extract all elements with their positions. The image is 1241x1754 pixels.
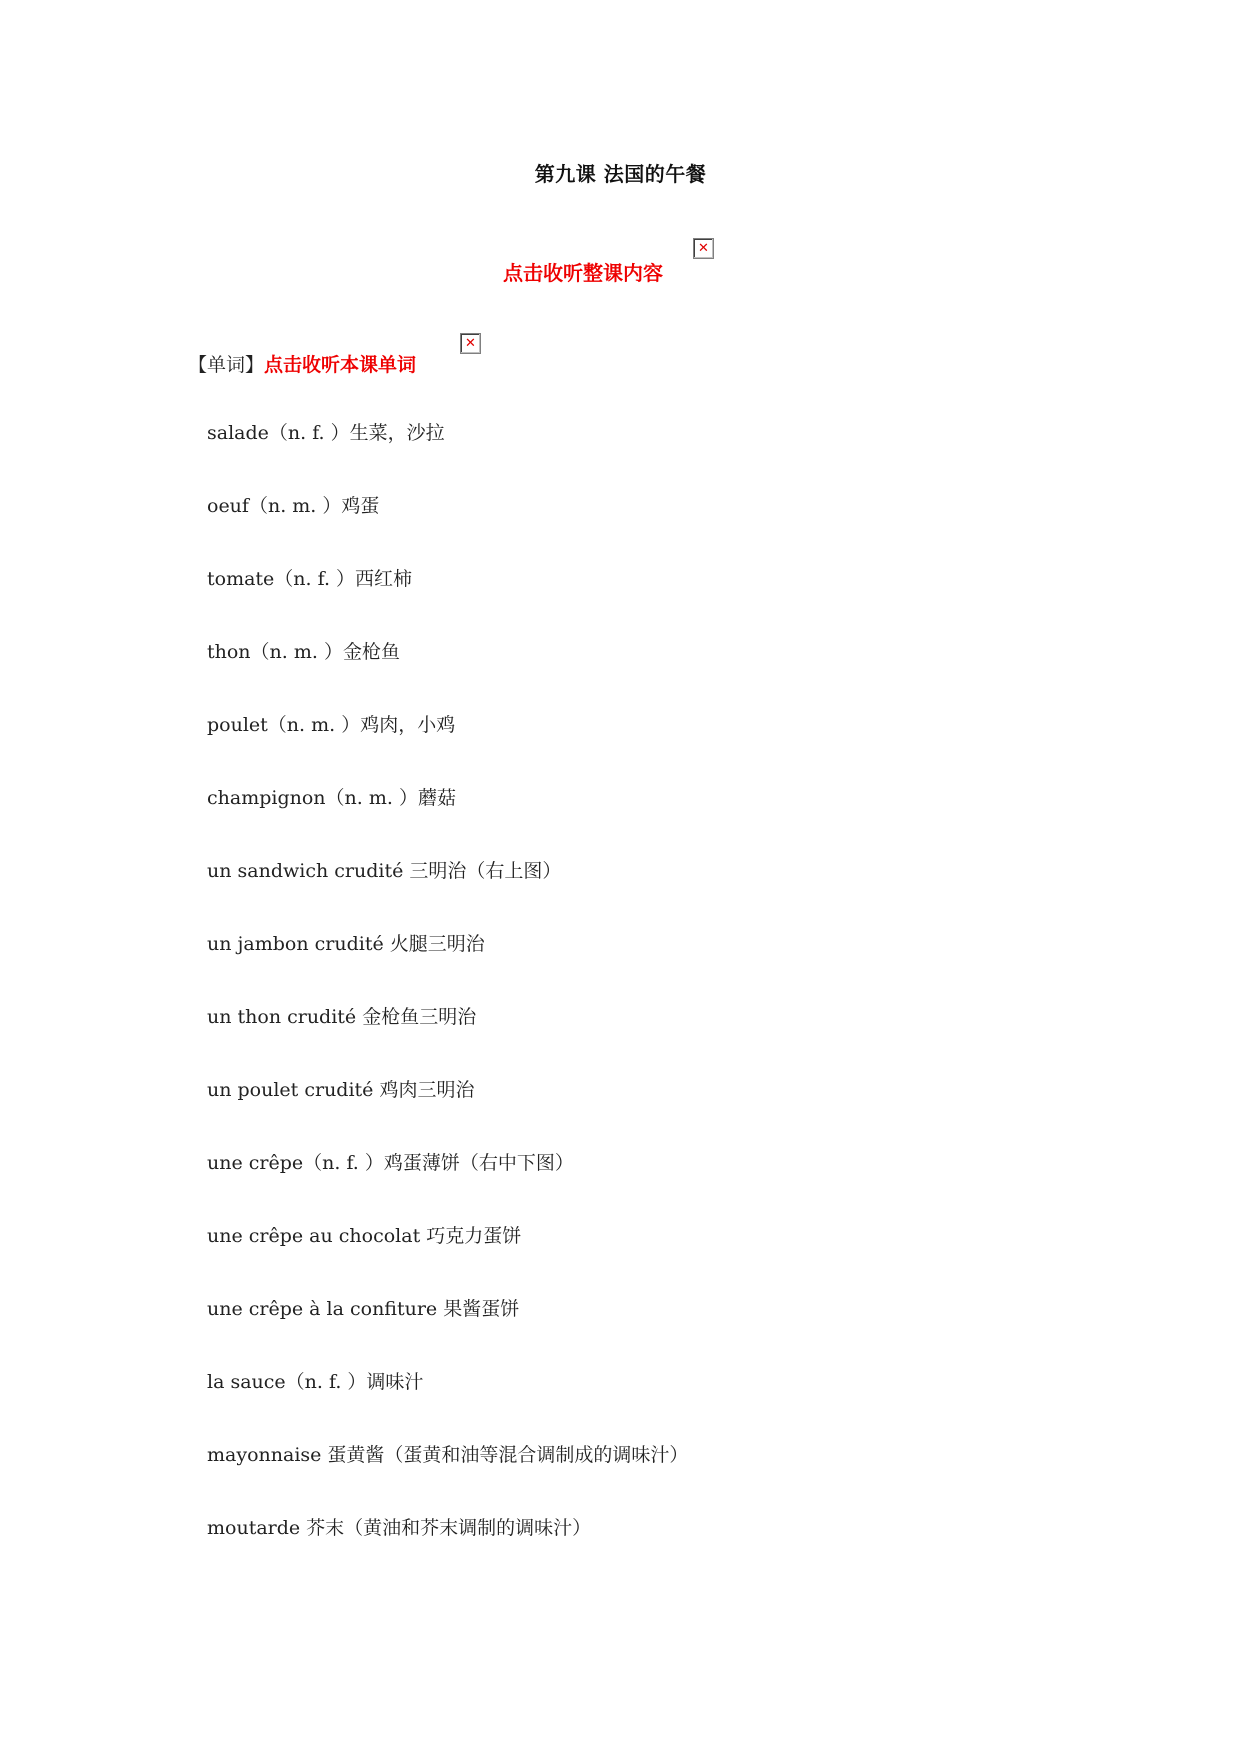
- vocabulary-item: salade（n. f. ）生菜，沙拉: [207, 422, 445, 444]
- vocabulary-item: un jambon crudité 火腿三明治: [207, 933, 485, 955]
- listen-words-link[interactable]: 点击收听本课单词: [264, 354, 417, 376]
- page-title: 第九课 法国的午餐: [534, 162, 707, 186]
- vocabulary-item: tomate（n. f. ）西红柿: [207, 568, 413, 590]
- red-x-icon: ✕: [465, 336, 476, 351]
- broken-image-icon[interactable]: [693, 238, 714, 259]
- vocabulary-item: thon（n. m. ）金枪鱼: [207, 641, 400, 663]
- broken-image-icon[interactable]: [460, 333, 481, 354]
- vocabulary-item: oeuf（n. m. ）鸡蛋: [207, 495, 380, 517]
- vocabulary-heading: [188, 350, 416, 377]
- vocabulary-list: [207, 421, 688, 1589]
- vocabulary-item: un thon crudité 金枪鱼三明治: [207, 1006, 477, 1028]
- vocabulary-label: 【单词】: [188, 354, 265, 376]
- vocabulary-item: un poulet crudité 鸡肉三明治: [207, 1079, 475, 1101]
- vocabulary-item: un sandwich crudité 三明治（右上图）: [207, 860, 562, 882]
- vocabulary-item: la sauce（n. f. ）调味汁: [207, 1371, 424, 1393]
- vocabulary-item: une crêpe à la confiture 果酱蛋饼: [207, 1298, 520, 1320]
- listen-lesson-link[interactable]: 点击收听整课内容: [503, 261, 663, 285]
- vocabulary-item: une crêpe au chocolat 巧克力蛋饼: [207, 1225, 522, 1247]
- red-x-icon: ✕: [698, 241, 709, 256]
- vocabulary-item: une crêpe（n. f. ）鸡蛋薄饼（右中下图）: [207, 1152, 574, 1174]
- vocabulary-item: mayonnaise 蛋黄酱（蛋黄和油等混合调制成的调味汁）: [207, 1444, 689, 1466]
- vocabulary-item: champignon（n. m. ）蘑菇: [207, 787, 456, 809]
- vocabulary-item: poulet（n. m. ）鸡肉，小鸡: [207, 714, 456, 736]
- vocabulary-item: moutarde 芥末（黄油和芥末调制的调味汁）: [207, 1517, 592, 1539]
